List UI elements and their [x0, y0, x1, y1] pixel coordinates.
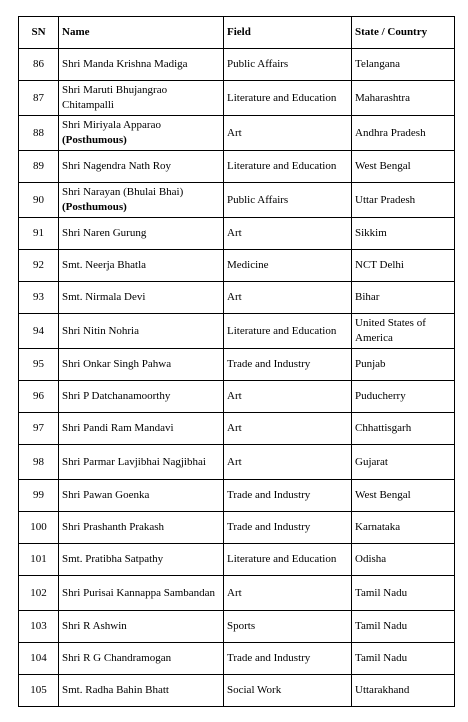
cell-field: Public Affairs [224, 183, 352, 218]
cell-field: Social Work [224, 675, 352, 707]
cell-field: Trade and Industry [224, 643, 352, 675]
cell-state: Maharashtra [352, 81, 455, 116]
table-row [19, 445, 455, 480]
header-sn: SN [19, 17, 59, 49]
table-row [19, 643, 455, 675]
cell-state: Puducherry [352, 381, 455, 413]
table-row [19, 512, 455, 544]
cell-sn: 101 [19, 544, 59, 576]
cell-field: Medicine [224, 250, 352, 282]
cell-state: Punjab [352, 349, 455, 381]
header-name: Name [59, 17, 224, 49]
table-row [19, 381, 455, 413]
awardee-name: Shri Narayan (Bhulai Bhai) [62, 186, 184, 198]
cell-state: Tamil Nadu [352, 643, 455, 675]
cell-name [59, 218, 224, 250]
cell-name [59, 413, 224, 445]
cell-sn: 94 [19, 314, 59, 349]
cell-name [59, 49, 224, 81]
table-row [19, 116, 455, 151]
awardee-name: Shri R Ashwin [62, 620, 127, 632]
awardee-name: Shri Purisai Kannappa Sambandan [62, 586, 216, 599]
cell-field: Public Affairs [224, 49, 352, 81]
cell-sn: 93 [19, 282, 59, 314]
cell-state: NCT Delhi [352, 250, 455, 282]
awardee-name: Shri Maruti Bhujangrao Chitampalli [62, 84, 168, 111]
awardee-name: Shri Prashanth Prakash [62, 521, 165, 533]
table-row [19, 576, 455, 611]
cell-state: Bihar [352, 282, 455, 314]
cell-name [59, 183, 224, 218]
cell-state: Uttarakhand [352, 675, 455, 707]
table-row [19, 480, 455, 512]
cell-sn: 89 [19, 151, 59, 183]
awardee-name: Shri Nagendra Nath Roy [62, 160, 172, 172]
cell-state: Chhattisgarh [352, 413, 455, 445]
cell-field: Art [224, 282, 352, 314]
cell-name [59, 151, 224, 183]
cell-state: Tamil Nadu [352, 576, 455, 611]
cell-name [59, 675, 224, 707]
awardee-name: Shri Miriyala Apparao [62, 119, 161, 131]
cell-name [59, 643, 224, 675]
awardee-name: Shri Naren Gurung [62, 227, 147, 239]
table-row [19, 675, 455, 707]
table-row [19, 413, 455, 445]
table-row [19, 183, 455, 218]
cell-sn: 97 [19, 413, 59, 445]
cell-state: Tamil Nadu [352, 611, 455, 643]
cell-sn: 92 [19, 250, 59, 282]
cell-state: United States of America [352, 314, 455, 349]
cell-name [59, 349, 224, 381]
table-row [19, 151, 455, 183]
cell-sn: 98 [19, 445, 59, 480]
table-row [19, 611, 455, 643]
cell-state: Sikkim [352, 218, 455, 250]
cell-name [59, 314, 224, 349]
header-row [19, 17, 455, 49]
awardee-name: Smt. Pratibha Satpathy [62, 553, 164, 565]
cell-sn: 87 [19, 81, 59, 116]
cell-name [59, 250, 224, 282]
table-row [19, 544, 455, 576]
cell-sn: 105 [19, 675, 59, 707]
cell-state: West Bengal [352, 151, 455, 183]
cell-field: Trade and Industry [224, 349, 352, 381]
cell-state: West Bengal [352, 480, 455, 512]
cell-name [59, 512, 224, 544]
cell-field: Trade and Industry [224, 480, 352, 512]
cell-sn: 90 [19, 183, 59, 218]
awardee-name: Shri Nitin Nohria [62, 324, 139, 337]
cell-sn: 102 [19, 576, 59, 611]
cell-field: Literature and Education [224, 151, 352, 183]
cell-field: Literature and Education [224, 81, 352, 116]
cell-field: Sports [224, 611, 352, 643]
cell-state: Odisha [352, 544, 455, 576]
cell-field: Art [224, 116, 352, 151]
cell-state: Andhra Pradesh [352, 116, 455, 151]
table-row [19, 49, 455, 81]
cell-name [59, 282, 224, 314]
table-row [19, 81, 455, 116]
cell-state: Telangana [352, 49, 455, 81]
cell-sn: 86 [19, 49, 59, 81]
cell-state: Gujarat [352, 445, 455, 480]
awardee-name: Shri P Datchanamoorthy [62, 390, 171, 402]
cell-sn: 100 [19, 512, 59, 544]
table-row [19, 250, 455, 282]
posthumous-note: (Posthumous) [62, 134, 127, 146]
header-state: State / Country [352, 17, 455, 49]
awardee-name: Shri Pandi Ram Mandavi [62, 422, 174, 434]
awardee-name: Smt. Neerja Bhatla [62, 259, 147, 271]
cell-name [59, 544, 224, 576]
table-body [19, 49, 455, 707]
cell-sn: 99 [19, 480, 59, 512]
cell-sn: 95 [19, 349, 59, 381]
awardee-name: Shri Pawan Goenka [62, 489, 150, 501]
cell-name [59, 445, 224, 480]
awardee-name: Smt. Radha Bahin Bhatt [62, 684, 169, 696]
cell-name [59, 81, 224, 116]
table-row [19, 282, 455, 314]
awardee-name: Shri Manda Krishna Madiga [62, 58, 188, 70]
cell-state: Karnataka [352, 512, 455, 544]
cell-name [59, 116, 224, 151]
cell-field: Trade and Industry [224, 512, 352, 544]
cell-field: Art [224, 445, 352, 480]
cell-field: Art [224, 381, 352, 413]
header-field: Field [224, 17, 352, 49]
cell-sn: 88 [19, 116, 59, 151]
cell-state: Uttar Pradesh [352, 183, 455, 218]
cell-sn: 91 [19, 218, 59, 250]
posthumous-note: (Posthumous) [62, 201, 127, 213]
cell-sn: 104 [19, 643, 59, 675]
awardee-name: Shri Parmar Lavjibhai Nagjibhai [62, 455, 206, 468]
cell-name [59, 611, 224, 643]
table-row [19, 349, 455, 381]
table-row [19, 218, 455, 250]
cell-sn: 103 [19, 611, 59, 643]
cell-field: Literature and Education [224, 314, 352, 349]
cell-field: Literature and Education [224, 544, 352, 576]
cell-sn: 96 [19, 381, 59, 413]
cell-name [59, 576, 224, 611]
awardee-name: Shri Onkar Singh Pahwa [62, 358, 172, 370]
cell-field: Art [224, 576, 352, 611]
cell-field: Art [224, 413, 352, 445]
awardee-name: Smt. Nirmala Devi [62, 291, 146, 303]
awardees-table [18, 16, 455, 707]
cell-name [59, 381, 224, 413]
cell-name [59, 480, 224, 512]
table-row [19, 314, 455, 349]
awardee-name: Shri R G Chandramogan [62, 652, 172, 664]
cell-field: Art [224, 218, 352, 250]
